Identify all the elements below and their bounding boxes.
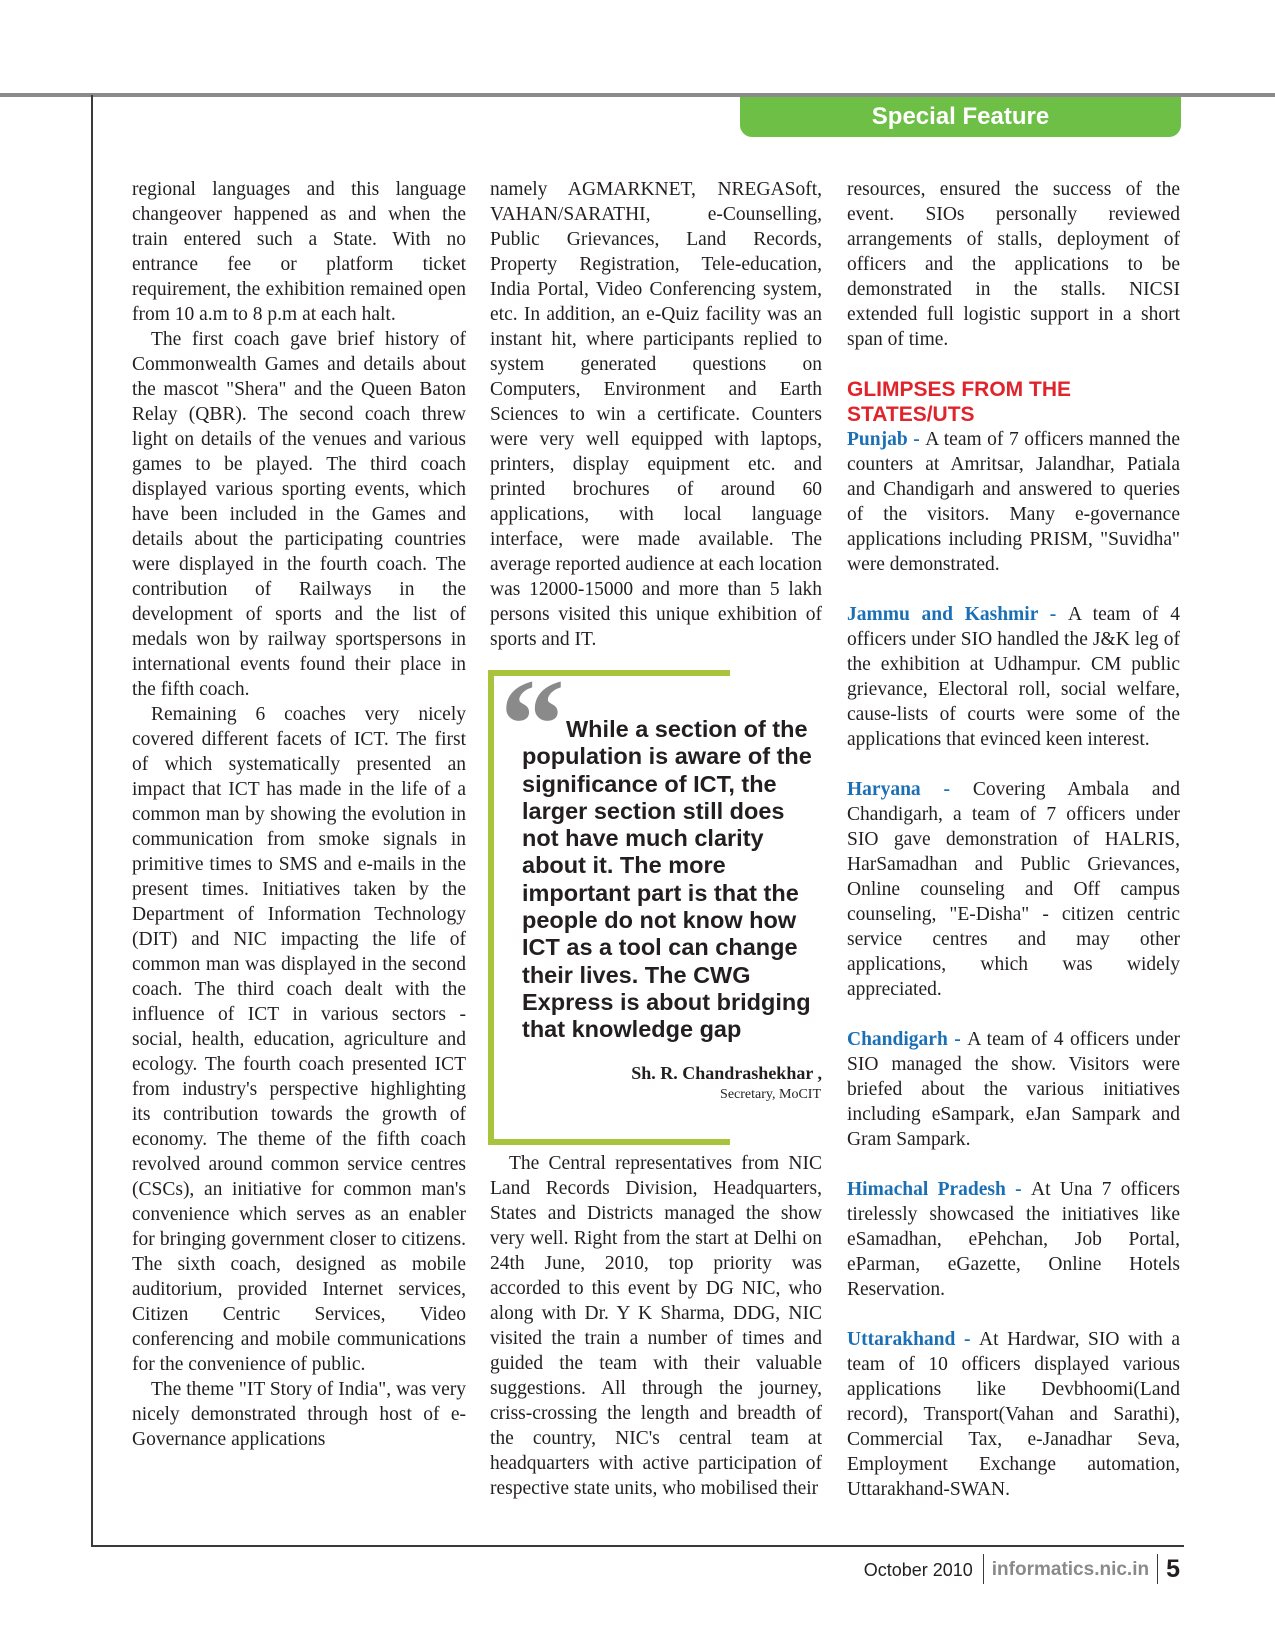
state-entry [847, 602, 1180, 752]
state-name: Chandigarh - [847, 1029, 968, 1050]
state-text: At Hardwar, SIO with a team of 10 officers displayed various applications like Devbhoomi(Land record), Transport(Vahan and Sarathi), Commercial Tax, e-Janadhar Seva, Employment Exchange automation, Uttarakhand-SWAN. [847, 1329, 1180, 1500]
state-text: A team of 4 officers under SIO managed the show. Visitors were briefed about the various initiatives including eSampark, eJan Sampark and Gram Sampark. [847, 1029, 1180, 1150]
state-text: A team of 7 officers manned the counters at Amritsar, Jalandhar, Patiala and Chandigarh and answered to queries of the visitors. Many e-governance applications including PRISM, "Suvidha" were demonstrated. [847, 429, 1180, 575]
quote-author: Sh. R. Chandrashekhar , [631, 1063, 822, 1083]
state-entry [847, 777, 1180, 1002]
state-name: Uttarakhand - [847, 1329, 980, 1350]
website-url: informatics.nic.in [991, 1559, 1150, 1580]
quote-mark-icon: “ [500, 653, 565, 797]
footer-divider [1157, 1554, 1158, 1584]
column-3 [847, 177, 1180, 1502]
column-2-bottom [490, 1151, 822, 1501]
state-entry [847, 1177, 1180, 1302]
quote-author-role: Secretary, MoCIT [720, 1087, 821, 1102]
paragraph: The theme "IT Story of India", was very nicely demonstrated through host of e-Governance applications [132, 1379, 466, 1450]
state-entry [847, 427, 1180, 577]
pull-quote-text: While a section of the population is aware of the significance of ICT, the larger section still does not have much clarity about it. The more important part is that the people do not know how ICT as a tool can change their lives. The CWG Express is about bridging that knowledge gap [522, 716, 812, 1043]
state-name: Jammu and Kashmir - [847, 604, 1068, 625]
issue-date: October 2010 [863, 1560, 973, 1580]
paragraph: Remaining 6 coaches very nicely covered different facets of ICT. The first of which systematically presented an impact that ICT has made in the life of a common man by showing the evolution in communication from smoke signals in primitive times to SMS and e-mails in the present times. Initiatives taken by the Department of Information Technology (DIT) and NIC impacting the life of common man was displayed in the second coach. The third coach dealt with the influence of ICT in various sectors - social, health, education, agriculture and ecology. The fourth coach presented ICT from industry's perspective highlighting its contribution towards the growth of economy. The theme of the fifth coach revolved around common service centres (CSCs), an initiative for common man's convenience which serves as an enabler for bringing government closer to citizens. The sixth coach, designed as mobile auditorium, provided Internet services, Citizen Centric Services, Video conferencing and mobile communications for the convenience of public. [132, 704, 466, 1375]
left-rule [91, 95, 93, 1546]
paragraph: The Central representatives from NIC Land Records Division, Headquarters, States and Districts managed the show very well. Right from the start at Delhi on 24th June, 2010, top priority was accorded to this event by DG NIC, who along with Dr. Y K Sharma, DDG, NIC visited the train a number of times and guided the team with their valuable suggestions. All through the journey, criss-crossing the length and breadth of the country, NIC's central team at headquarters with active participation of respective state units, who mobilised their [490, 1153, 822, 1499]
column-2-top [490, 177, 822, 652]
paragraph: namely AGMARKNET, NREGASoft, VAHAN/SARATHI, e-Counselling, Public Grievances, Land Records, Property Registration, Tele-education, India Portal, Video Conferencing system, etc. In addition, an e-Quiz facility was an instant hit, where participants replied to system generated questions on Computers, Environment and Earth Sciences to win a certificate. Counters were very well equipped with laptops, printers, display equipment etc. and printed brochures of around 60 applications, with local language interface, were made available. The average reported audience at each location was 12000-15000 and more than 5 lakh persons visited this unique exhibition of sports and IT. [490, 179, 822, 650]
state-entry [847, 1027, 1180, 1152]
bottom-rule [91, 1545, 1184, 1547]
paragraph: resources, ensured the success of the event. SIOs personally reviewed arrangements of stalls, deployment of officers and the applications to be demonstrated in the stalls. NICSI extended full logistic support in a short span of time. [847, 179, 1180, 350]
page-number: 5 [1166, 1555, 1180, 1583]
section-label: Special Feature [740, 97, 1181, 137]
state-text: At Una 7 officers tirelessly showcased the initiatives like eSamadhan, ePehchan, Job Portal, eParman, eGazette, Online Hotels Reservation. [847, 1179, 1180, 1300]
state-text: A team of 4 officers under SIO handled the J&K leg of the exhibition at Udhampur. CM public grievance, Electoral roll, social welfare, cause-lists of courts were some of the applications that evinced keen interest. [847, 604, 1180, 750]
state-name: Himachal Pradesh - [847, 1179, 1032, 1200]
state-name: Punjab - [847, 429, 926, 450]
state-text: Covering Ambala and Chandigarh, a team of 7 officers under SIO gave demonstration of HALRIS, HarSamadhan and Public Grievances, Online counseling and Off campus counseling, "E-Disha" - citizen centric service centres and may other applications, which was widely appreciated. [847, 779, 1180, 1000]
paragraph: The first coach gave brief history of Commonwealth Games and details about the mascot "Shera" and the Queen Baton Relay (QBR). The second coach threw light on details of the venues and various games to be played. The third coach displayed various sporting events, which have been included in the Games and details about the participating countries were displayed in the fourth coach. The contribution of Railways in the development of sports and the list of medals won by railway sportspersons in international events found their place in the fifth coach. [132, 329, 466, 700]
paragraph: regional languages and this language changeover happened as and when the train entered such a State. With no entrance fee or platform ticket requirement, the exhibition remained open from 10 a.m to 8 p.m at each halt. [132, 179, 466, 325]
column-1 [132, 177, 466, 1452]
section-heading: GLIMPSES FROM THE STATES/UTS [847, 378, 1072, 426]
footer-divider [983, 1554, 984, 1584]
page-footer [864, 1548, 1180, 1584]
state-entry [847, 1327, 1180, 1502]
state-name: Haryana - [847, 779, 973, 800]
